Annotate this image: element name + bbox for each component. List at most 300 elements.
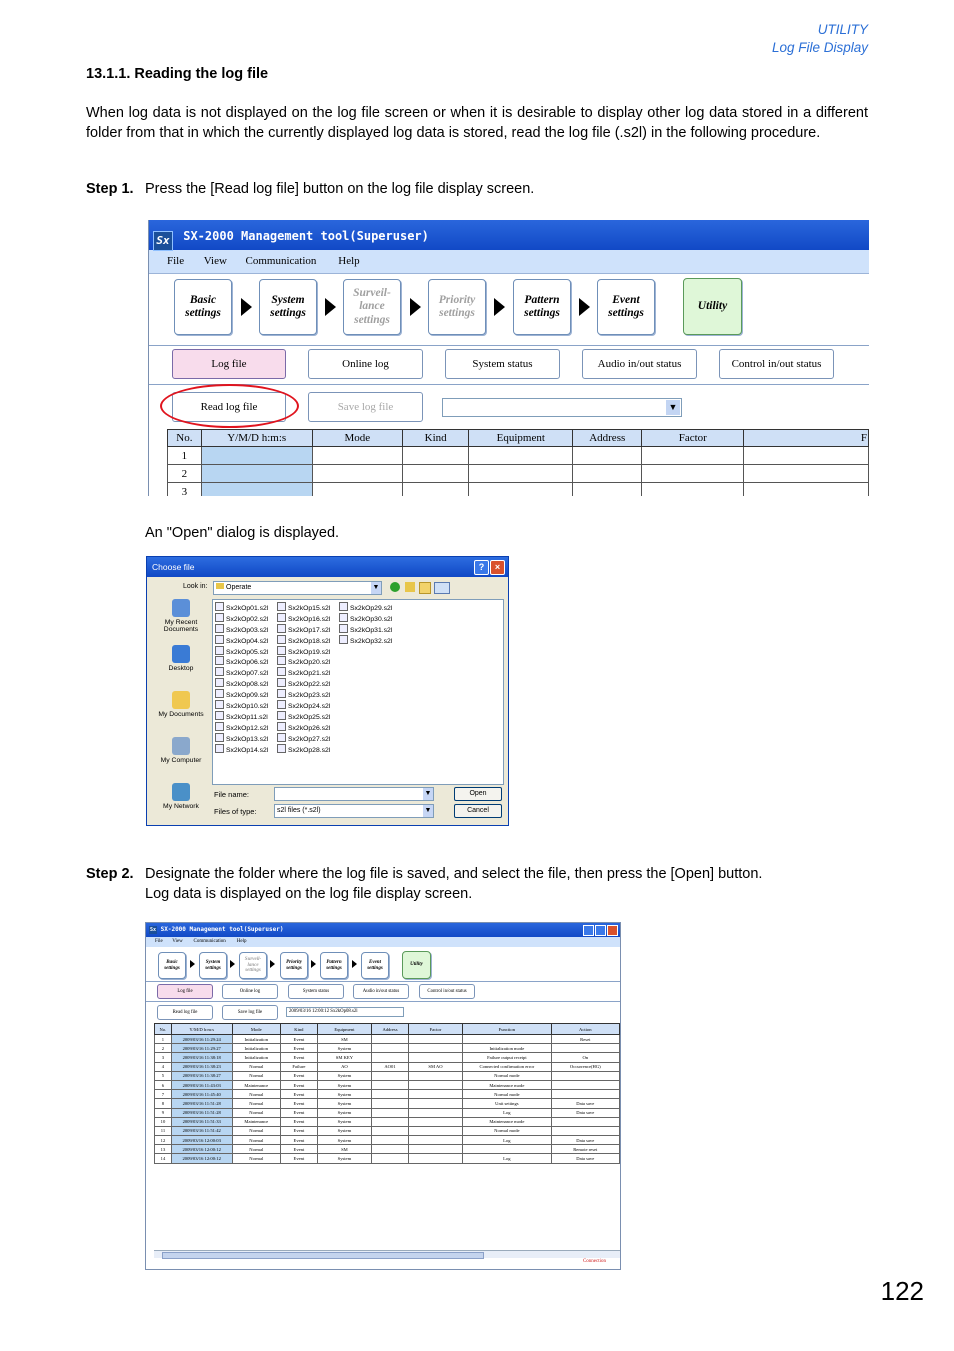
file-item[interactable]: [277, 711, 330, 722]
table-cell: Log: [463, 1136, 551, 1145]
table-cell: [372, 1126, 409, 1135]
flow-arrow-icon: [579, 298, 590, 316]
flow-arrow-icon: [190, 960, 195, 968]
file-item[interactable]: [277, 656, 330, 667]
log-file-icon: [277, 656, 286, 665]
table-cell: Normal: [232, 1136, 281, 1145]
row-number: 2: [168, 465, 202, 483]
table-cell: AO01: [372, 1062, 409, 1071]
table-cell: [372, 1117, 409, 1126]
file-item[interactable]: [277, 602, 330, 613]
table-cell: 2009/03/16 11:51:28: [171, 1099, 232, 1108]
file-name: Sx2kOp27.s2l: [288, 735, 331, 743]
place-label: My Recent Documents: [163, 619, 199, 633]
save-log-file-button[interactable]: Save log file: [222, 1005, 278, 1020]
flow-arrow-icon: [311, 960, 316, 968]
table-cell: Event: [281, 1117, 318, 1126]
step1: [86, 180, 535, 200]
place-label: My Documents: [158, 711, 204, 718]
file-item[interactable]: [277, 646, 330, 657]
table-cell: Connected confirmation error: [463, 1062, 551, 1071]
result-window: [145, 922, 621, 1270]
table-cell: [408, 1080, 462, 1089]
table-cell: SM: [317, 1145, 371, 1154]
result-window-title: SX-2000 Management tool(Superuser): [160, 926, 284, 933]
table-cell: Reset: [551, 1035, 619, 1044]
col-factor: Factor: [408, 1024, 462, 1035]
table-cell: Event: [281, 1154, 318, 1163]
col-mode: Mode: [232, 1024, 281, 1035]
table-cell: [372, 1053, 409, 1062]
log-file-icon: [215, 667, 224, 676]
file-item[interactable]: [215, 667, 268, 678]
table-cell: System: [317, 1099, 371, 1108]
read-log-file-button[interactable]: Read log file: [172, 392, 286, 422]
file-name: Sx2kOp32.s2l: [350, 637, 393, 645]
new-folder-icon[interactable]: [419, 582, 431, 594]
tab-audio-inout-status[interactable]: Audio in/out status: [353, 984, 409, 999]
table-cell: System: [317, 1090, 371, 1099]
menu-file[interactable]: File: [155, 939, 163, 944]
tab-audio-inout-status[interactable]: Audio in/out status: [582, 349, 697, 379]
connection-status: Connection: [582, 1259, 606, 1264]
table-row[interactable]: [155, 1136, 620, 1145]
table-row[interactable]: [155, 1108, 620, 1117]
file-item[interactable]: [215, 624, 268, 635]
table-cell: [372, 1044, 409, 1053]
log-file-icon: [277, 678, 286, 687]
menu-view[interactable]: View: [172, 939, 183, 944]
file-item[interactable]: [277, 667, 330, 678]
file-column-2: [277, 602, 330, 754]
step2-label: Step 2.: [86, 866, 134, 882]
file-item[interactable]: [215, 722, 268, 733]
file-name: Sx2kOp10.s2l: [226, 703, 269, 711]
table-cell: Event: [281, 1035, 318, 1044]
table-cell: [372, 1035, 409, 1044]
file-item[interactable]: [215, 602, 268, 613]
table-cell: Normal: [232, 1071, 281, 1080]
table-row[interactable]: [155, 1035, 620, 1044]
table-row[interactable]: [155, 1044, 620, 1053]
file-name: Sx2kOp01.s2l: [226, 605, 269, 612]
flow-arrow-icon: [410, 298, 421, 316]
menu-help[interactable]: Help: [236, 939, 247, 944]
table-cell: 2009/03/16 11:29:24: [171, 1035, 232, 1044]
table-cell: AO: [317, 1062, 371, 1071]
table-cell: [551, 1080, 619, 1089]
menu-file[interactable]: File: [167, 255, 185, 267]
file-column-3: [339, 602, 392, 646]
table-cell: Event: [281, 1126, 318, 1135]
file-item[interactable]: [277, 733, 330, 744]
chevron-down-icon[interactable]: ▼: [666, 400, 680, 415]
file-item[interactable]: [277, 624, 330, 635]
file-name: Sx2kOp05.s2l: [226, 648, 269, 656]
tab-system-status[interactable]: System status: [288, 984, 344, 999]
maximize-icon[interactable]: [595, 925, 606, 936]
log-file-icon: [215, 624, 224, 633]
step2: [86, 865, 763, 902]
table-row[interactable]: [168, 447, 869, 465]
menu-bar: [149, 250, 869, 274]
table-cell: Initialization mode: [463, 1044, 551, 1053]
log-file-icon: [277, 624, 286, 633]
file-name: Sx2kOp17.s2l: [288, 626, 331, 634]
dialog-title: Choose file: [147, 557, 508, 577]
my-network-icon: [172, 783, 190, 801]
place-my-documents[interactable]: [153, 691, 209, 737]
table-cell: 14: [155, 1154, 172, 1163]
surveillance-settings-button[interactable]: Surveil-lance settings: [239, 952, 267, 979]
file-item[interactable]: [277, 722, 330, 733]
basic-settings-button[interactable]: Basic settings: [158, 952, 186, 979]
table-cell: [372, 1090, 409, 1099]
table-cell: [551, 1117, 619, 1126]
file-item[interactable]: [339, 624, 392, 635]
file-item[interactable]: [215, 656, 268, 667]
table-cell: [408, 1090, 462, 1099]
log-file-icon: [277, 646, 286, 655]
row-number: 1: [168, 447, 202, 465]
log-file-icon: [277, 711, 286, 720]
table-cell: 13: [155, 1145, 172, 1154]
log-file-icon: [277, 722, 286, 731]
file-name: Sx2kOp24.s2l: [288, 703, 331, 711]
col-mode: Mode: [312, 430, 402, 447]
tab-online-log[interactable]: Online log: [308, 349, 423, 379]
file-name: Sx2kOp22.s2l: [288, 681, 331, 689]
log-file-icon: [277, 635, 286, 644]
chevron-down-icon[interactable]: ▼: [423, 805, 433, 817]
help-icon[interactable]: ?: [474, 560, 489, 575]
table-cell: [463, 1035, 551, 1044]
file-name: Sx2kOp28.s2l: [288, 746, 331, 754]
scrollbar-thumb[interactable]: [162, 1252, 484, 1259]
priority-settings-button[interactable]: Priority settings: [280, 952, 308, 979]
file-name: Sx2kOp19.s2l: [288, 648, 331, 656]
file-name: Sx2kOp20.s2l: [288, 659, 331, 667]
table-row[interactable]: [155, 1145, 620, 1154]
table-cell: Normal mode: [463, 1126, 551, 1135]
table-cell: Data save: [551, 1136, 619, 1145]
event-settings-button[interactable]: Event settings: [597, 279, 655, 335]
close-icon[interactable]: [607, 925, 618, 936]
table-cell: [551, 1126, 619, 1135]
basic-settings-button[interactable]: Basic settings: [174, 279, 232, 335]
log-file-icon: [215, 722, 224, 731]
chevron-down-icon[interactable]: ▼: [371, 582, 381, 594]
table-cell: 2: [155, 1044, 172, 1053]
running-header-topic: Log File Display: [771, 40, 868, 55]
pattern-settings-button[interactable]: Pattern settings: [513, 279, 571, 335]
file-item[interactable]: [339, 613, 392, 624]
system-settings-button[interactable]: System settings: [199, 952, 227, 979]
table-cell: 1: [155, 1035, 172, 1044]
table-cell: Unit settings: [463, 1099, 551, 1108]
tab-log-file[interactable]: Log file: [157, 984, 213, 999]
table-cell: 2009/03/16 12:00:03: [171, 1136, 232, 1145]
file-item[interactable]: [215, 689, 268, 700]
table-cell: Normal: [232, 1154, 281, 1163]
file-name: Sx2kOp26.s2l: [288, 724, 331, 732]
open-button[interactable]: Open: [454, 787, 502, 801]
file-item[interactable]: [215, 678, 268, 689]
log-file-icon: [215, 613, 224, 622]
log-file-icon: [277, 733, 286, 742]
table-row[interactable]: [155, 1071, 620, 1080]
table-cell: Normal: [232, 1108, 281, 1117]
look-in-value: Operate: [226, 584, 252, 591]
table-cell: [372, 1136, 409, 1145]
step2-line1: Designate the folder where the log file is saved, and select the file, then press the [Open] button.: [145, 866, 763, 882]
table-cell: Normal mode: [463, 1090, 551, 1099]
file-name-input[interactable]: [274, 787, 434, 801]
table-cell: 5: [155, 1071, 172, 1080]
app-logo-icon: Sx: [153, 231, 173, 251]
open-caption: An "Open" dialog is displayed.: [145, 525, 340, 541]
table-row[interactable]: [155, 1126, 620, 1135]
horizontal-scrollbar[interactable]: [154, 1250, 620, 1258]
tab-online-log[interactable]: Online log: [222, 984, 278, 999]
tab-control-inout-status[interactable]: Control in/out status: [719, 349, 834, 379]
save-log-file-button[interactable]: Save log file: [308, 392, 423, 422]
menu-help[interactable]: Help: [338, 255, 360, 267]
file-column-1: [215, 602, 268, 754]
highlight-circle: [160, 384, 299, 428]
table-cell: [408, 1035, 462, 1044]
menu-communication[interactable]: Communication: [245, 255, 317, 267]
table-cell: Event: [281, 1108, 318, 1117]
menu-communication[interactable]: Communication: [193, 939, 226, 944]
table-row[interactable]: [168, 483, 869, 497]
system-settings-button[interactable]: System settings: [259, 279, 317, 335]
table-cell: Normal: [232, 1145, 281, 1154]
log-file-icon: [215, 656, 224, 665]
table-cell: [408, 1154, 462, 1163]
file-name: Sx2kOp08.s2l: [226, 681, 269, 689]
place-recent[interactable]: [153, 599, 209, 645]
table-cell: Event: [281, 1071, 318, 1080]
table-cell: Normal: [232, 1126, 281, 1135]
col-address: Address: [372, 1024, 409, 1035]
place-label: Desktop: [168, 665, 194, 672]
table-cell: 2009/03/16 11:38:23: [171, 1062, 232, 1071]
log-file-icon: [215, 733, 224, 742]
table-cell: 2009/03/16 11:51:28: [171, 1108, 232, 1117]
table-cell: Log: [463, 1154, 551, 1163]
table-row[interactable]: [155, 1080, 620, 1089]
table-cell: 8: [155, 1099, 172, 1108]
priority-settings-button[interactable]: Priority settings: [428, 279, 486, 335]
file-item[interactable]: [215, 711, 268, 722]
log-file-icon: [277, 689, 286, 698]
table-cell: 2009/03/16 11:38:27: [171, 1071, 232, 1080]
table-cell: Event: [281, 1099, 318, 1108]
step2-line2: Log data is displayed on the log file display screen.: [145, 886, 473, 902]
file-item[interactable]: [215, 733, 268, 744]
table-cell: Initialization: [232, 1053, 281, 1062]
log-file-select[interactable]: [442, 398, 682, 417]
page-number: 122: [880, 1276, 924, 1306]
log-file-icon: [277, 613, 286, 622]
chevron-down-icon[interactable]: ▼: [423, 788, 433, 800]
file-name: Sx2kOp09.s2l: [226, 692, 269, 700]
table-cell: [408, 1053, 462, 1062]
table-cell: System: [317, 1044, 371, 1053]
log-file-icon: [215, 689, 224, 698]
table-cell: Data save: [551, 1099, 619, 1108]
file-item[interactable]: [215, 744, 268, 755]
table-cell: Maintenance mode: [463, 1117, 551, 1126]
table-row[interactable]: [155, 1117, 620, 1126]
place-my-network[interactable]: [153, 783, 209, 826]
close-icon[interactable]: ×: [490, 560, 505, 575]
log-file-icon: [215, 602, 224, 611]
file-name: Sx2kOp04.s2l: [226, 637, 269, 645]
flow-arrow-icon: [325, 298, 336, 316]
folder-icon: [216, 583, 224, 589]
file-list[interactable]: [212, 599, 504, 785]
col-kind: Kind: [281, 1024, 318, 1035]
tab-control-inout-status[interactable]: Control in/out status: [419, 984, 475, 999]
result-title-bar: [146, 923, 620, 937]
file-item[interactable]: [339, 635, 392, 646]
up-folder-icon[interactable]: [405, 582, 415, 592]
view-menu-icon[interactable]: [434, 582, 450, 594]
table-cell: Data save: [551, 1108, 619, 1117]
separator: [146, 981, 620, 982]
tab-system-status[interactable]: System status: [445, 349, 560, 379]
file-name: Sx2kOp02.s2l: [226, 615, 269, 623]
table-cell: [408, 1136, 462, 1145]
file-item[interactable]: [215, 613, 268, 624]
log-file-icon: [215, 700, 224, 709]
table-row[interactable]: [155, 1062, 620, 1071]
place-label: My Network: [163, 803, 199, 810]
col-action: Action: [551, 1024, 619, 1035]
log-file-icon: [339, 602, 348, 611]
table-cell: Initialization: [232, 1044, 281, 1053]
log-file-select[interactable]: [286, 1007, 404, 1017]
place-desktop[interactable]: [153, 645, 209, 691]
file-item[interactable]: [215, 635, 268, 646]
step1-label: Step 1.: [86, 181, 134, 197]
table-cell: On: [551, 1053, 619, 1062]
table-cell: Occurrence(HG): [551, 1062, 619, 1071]
table-cell: Event: [281, 1044, 318, 1053]
app-logo-icon: Sx: [149, 927, 157, 933]
log-file-icon: [277, 602, 286, 611]
log-table: [167, 429, 869, 496]
my-computer-icon: [172, 737, 190, 755]
table-cell: Event: [281, 1080, 318, 1089]
places-bar: [153, 599, 209, 826]
file-name: Sx2kOp13.s2l: [226, 735, 269, 743]
utility-button[interactable]: Utility: [402, 951, 431, 979]
file-item[interactable]: [215, 700, 268, 711]
file-name: Sx2kOp25.s2l: [288, 713, 331, 721]
utility-button[interactable]: Utility: [683, 278, 742, 335]
table-row[interactable]: [155, 1090, 620, 1099]
table-cell: 6: [155, 1080, 172, 1089]
result-log-table-body: [155, 1035, 620, 1164]
file-item[interactable]: [215, 646, 268, 657]
pattern-settings-button[interactable]: Pattern settings: [320, 952, 348, 979]
surveillance-settings-button[interactable]: Surveil-lance settings: [343, 279, 401, 335]
table-row[interactable]: [168, 465, 869, 483]
running-header-section: UTILITY: [817, 22, 868, 37]
cancel-button[interactable]: Cancel: [454, 804, 502, 818]
table-cell: 2009/03/16 11:51:42: [171, 1126, 232, 1135]
table-row[interactable]: [155, 1053, 620, 1062]
menu-view[interactable]: View: [203, 255, 227, 267]
table-cell: System: [317, 1154, 371, 1163]
table-cell: Event: [281, 1136, 318, 1145]
table-cell: System: [317, 1136, 371, 1145]
file-item[interactable]: [277, 678, 330, 689]
log-file-icon: [339, 635, 348, 644]
minimize-icon[interactable]: [583, 925, 594, 936]
table-row[interactable]: [155, 1099, 620, 1108]
file-item[interactable]: [277, 744, 330, 755]
table-cell: 2009/03/16 11:43:03: [171, 1080, 232, 1089]
table-cell: SM: [317, 1035, 371, 1044]
section-title: 13.1.1. Reading the log file: [86, 66, 269, 82]
table-cell: Log: [463, 1108, 551, 1117]
read-log-file-button[interactable]: Read log file: [157, 1005, 213, 1020]
table-row[interactable]: [155, 1154, 620, 1163]
table-cell: [408, 1044, 462, 1053]
file-item[interactable]: [277, 689, 330, 700]
col-kind: Kind: [402, 430, 468, 447]
file-name: Sx2kOp06.s2l: [226, 659, 269, 667]
file-type-select[interactable]: [274, 804, 434, 818]
col-equipment: Equipment: [469, 430, 573, 447]
file-item[interactable]: [339, 602, 392, 613]
flow-arrow-icon: [494, 298, 505, 316]
col-equipment: Equipment: [317, 1024, 371, 1035]
event-settings-button[interactable]: Event settings: [361, 952, 389, 979]
table-cell: Normal: [232, 1099, 281, 1108]
look-in-select[interactable]: [213, 581, 382, 595]
tab-log-file[interactable]: Log file: [172, 349, 286, 379]
file-name: Sx2kOp23.s2l: [288, 692, 331, 700]
file-name: Sx2kOp14.s2l: [226, 746, 269, 754]
table-cell: Initialization: [232, 1035, 281, 1044]
file-name: Sx2kOp16.s2l: [288, 615, 331, 623]
flow-arrow-icon: [270, 960, 275, 968]
table-cell: [408, 1145, 462, 1154]
flow-arrow-icon: [230, 960, 235, 968]
intro-paragraph: When log data is not displayed on the log file screen or when it is desirable to display other log data stored in a different folder from that in which the currently displayed log data is stored, read the log file (.s2l) in the following procedure.: [86, 105, 868, 141]
file-item[interactable]: [277, 613, 330, 624]
row-number: 3: [168, 483, 202, 497]
file-item[interactable]: [277, 635, 330, 646]
file-name: Sx2kOp30.s2l: [350, 615, 393, 623]
table-cell: Failure: [281, 1062, 318, 1071]
file-name: Sx2kOp29.s2l: [350, 605, 393, 612]
place-my-computer[interactable]: [153, 737, 209, 783]
col-no: No.: [155, 1024, 172, 1035]
file-item[interactable]: [277, 700, 330, 711]
log-file-icon: [215, 635, 224, 644]
table-cell: [408, 1099, 462, 1108]
table-cell: [408, 1126, 462, 1135]
back-icon[interactable]: [390, 582, 400, 592]
file-name: Sx2kOp03.s2l: [226, 626, 269, 634]
table-cell: 12: [155, 1136, 172, 1145]
